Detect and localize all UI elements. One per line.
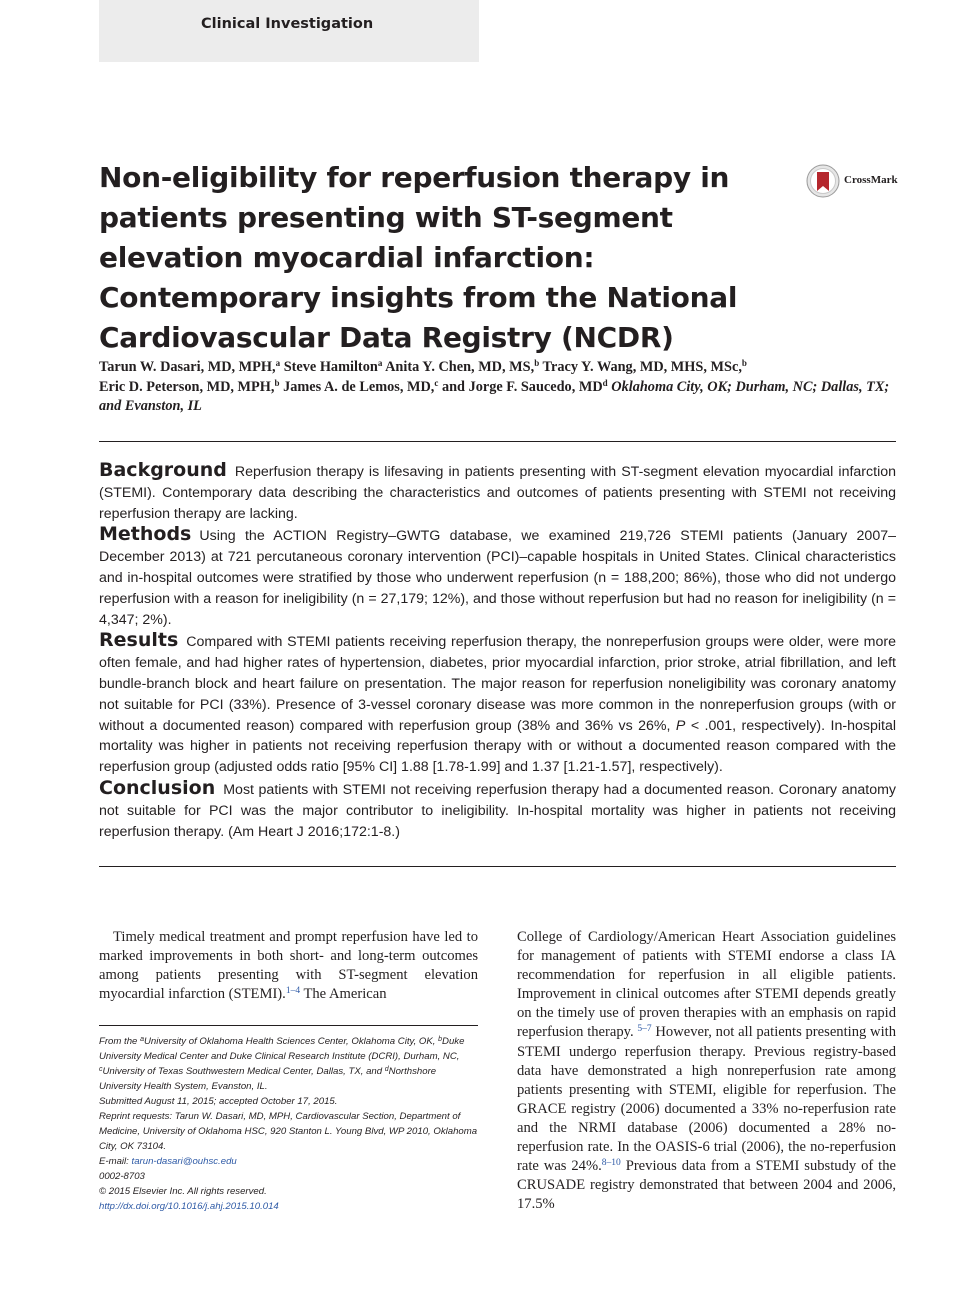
abstract-heading: Background [99,459,227,481]
email-line: E-mail: tarun-dasari@ouhsc.edu [99,1156,237,1167]
body-column-left [99,928,478,1004]
abstract-conclusion: Conclusion Most patients with STEMI not receiving reperfusion therapy had a documented reason. Coronary anatomy not suitable for PCI was the major contributor to ineligibility. In-hospital mortality was higher in patients not receiving reperfusion therapy. (Am Heart J 2016;172:1-8.) [99,776,896,840]
abstract [99,460,896,842]
author: and Jorge F. Saucedo, $MD^d$ [441,377,608,395]
abstract-results: Results Compared with STEMI patients receiving reperfusion therapy, the nonreperfusion groups were older, were more often female, and had higher rates of hypertension, diabetes, prior myocardial infarction, prior stroke, atrial fibrillation, and left bundle-branch block and heart failure on presentation. The major reason for reperfusion noneligibility was coronary anatomy not suitable for PCI (33%). Presence of 3-vessel coronary disease was more common in the nonreperfusion groups (with or without a documented reason) compared with reperfusion group (38% and 36% vs 26%, P < .001, respectively). In-hospital mortality was higher in patients not receiving reperfusion therapy with or without a documented reason compared with the reperfusion group (adjusted odds ratio [95% CI] 1.88 [1.78-1.99] and 1.37 [1.21-1.57], respectively). [99,629,896,776]
author: James A. de Lemos, MD,$^c$ [283,377,439,395]
section-label: Clinical Investigation [201,16,374,32]
body-paragraph: College of Cardiology/American Heart Association guidelines for management of patients with STEMI endorse a class IA recommendation for reperfusion in all eligible patients. Improvement in clinical outcomes after STEMI depends greatly on the timely use of proven therapies with an emphasis on rapid reperfusion therapy. $^{5-7}$ However, not all patients presenting with STEMI undergo reperfusion therapy. Previous registry-based data have demonstrated a high nonreperfusion rate among patients presenting with STEMI, eligible for reperfusion. The GRACE registry (2006) documented a 33% no-reperfusion rate and the NRMI database (2006) documented a 28% no-reperfusion rate. In the OASIS-6 trial (2006), the no-reperfusion rate was 24%.$^{8-10}$ Previous data from a STEMI substudy of the CRUSADE registry demonstrated that between 2004 and 2006, 17.5% [517,929,896,1213]
author: Eric D. Peterson, MD, MPH,$^b$ [99,377,280,395]
affiliations: From the $^a$University of Oklahoma Health Sciences Center, Oklahoma City, OK, $^b$Duke University Medical Center and Duke Clinical Research Institute (DCRI), Durham, NC, $^c$University of Texas Southwestern Medical Center, Dallas, TX, and $^d$Northshore University Health System, Evanston, IL. [99,1036,465,1092]
abstract-heading: Methods [99,523,192,546]
copyright: © 2015 Elsevier Inc. All rights reserved. [99,1186,267,1197]
article-title: Non-eligibility for reperfusion therapy in patients presenting with ST-segment elevation myocardial infarction: Contemporary insights from the National Cardiovascular Data Registry (NCDR) [99,161,738,354]
author: Tarun W. Dasari, MD, MPH,$^a$ [99,358,281,375]
submission-dates: Submitted August 11, 2015; accepted October 17, 2015. [99,1096,338,1107]
crossmark-badge[interactable] [806,164,901,198]
doi-link[interactable]: http://dx.doi.org/10.1016/j.ahj.2015.10.014 [99,1201,279,1212]
citation-link[interactable]: 8–10 [601,1158,621,1169]
abstract-background: Background Reperfusion therapy is lifesaving in patients presenting with ST-segment elevation myocardial infarction (STEMI). Contemporary data describing the characteristics and outcomes of patients presenting with STEMI not receiving reperfusion therapy are lacking. [99,459,896,522]
issn: 0002-8703 [99,1171,145,1182]
footnotes [99,1034,478,1214]
footnote-divider [99,1025,478,1026]
email-link[interactable]: tarun-dasari@ouhsc.edu [131,1156,237,1167]
citation-link[interactable]: 5–7 [637,1024,652,1035]
author: Steve Hamilton$^a$ [283,358,383,375]
body-column-right [517,928,896,1214]
abstract-heading: Conclusion [99,776,216,799]
reprint-requests: Reprint requests: Tarun W. Dasari, MD, MPH, Cardiovascular Section, Department of Medicine, University of Oklahoma HSC, 920 Stanton L. Young Blvd, WP 2010, Oklahoma City, OK 73104. [99,1111,478,1152]
crossmark-label: CrossMark [844,174,898,186]
author: Tracy Y. Wang, MD, MHS, MSc,$^b$ [542,358,747,375]
abstract-heading: Results [99,629,179,652]
divider [99,866,896,867]
abstract-methods: Methods Using the ACTION Registry–GWTG database, we examined 219,726 STEMI patients (January 2007–December 2013) at 721 percutaneous coronary intervention (PCI)–capable hospitals in United States. Clinical characteristics and in-hospital outcomes were stratified by those who underwent reperfusion (n = 188,200; 86%), those who did not undergo reperfusion with a reason for ineligibility (n = 27,179; 12%), and those without reperfusion but had no reason for ineligibility (n = 4,347; 2%). [99,523,896,628]
author-location: Oklahoma City, OK; Durham, NC; Dallas, TX; and Evanston, IL [99,378,890,414]
divider [99,441,896,442]
crossmark-icon [806,164,840,198]
body-paragraph: Timely medical treatment and prompt reperfusion have led to marked improvements in both short- and long-term outcomes among patients presenting with ST-segment elevation myocardial infarction (STEMI).$^{1-4}$ The American [99,929,478,1003]
author-list [99,358,899,417]
section-tab [99,0,479,62]
author: Anita Y. Chen, MD, MS,$^b$ [385,358,540,375]
citation-link[interactable]: 1–4 [285,986,301,997]
